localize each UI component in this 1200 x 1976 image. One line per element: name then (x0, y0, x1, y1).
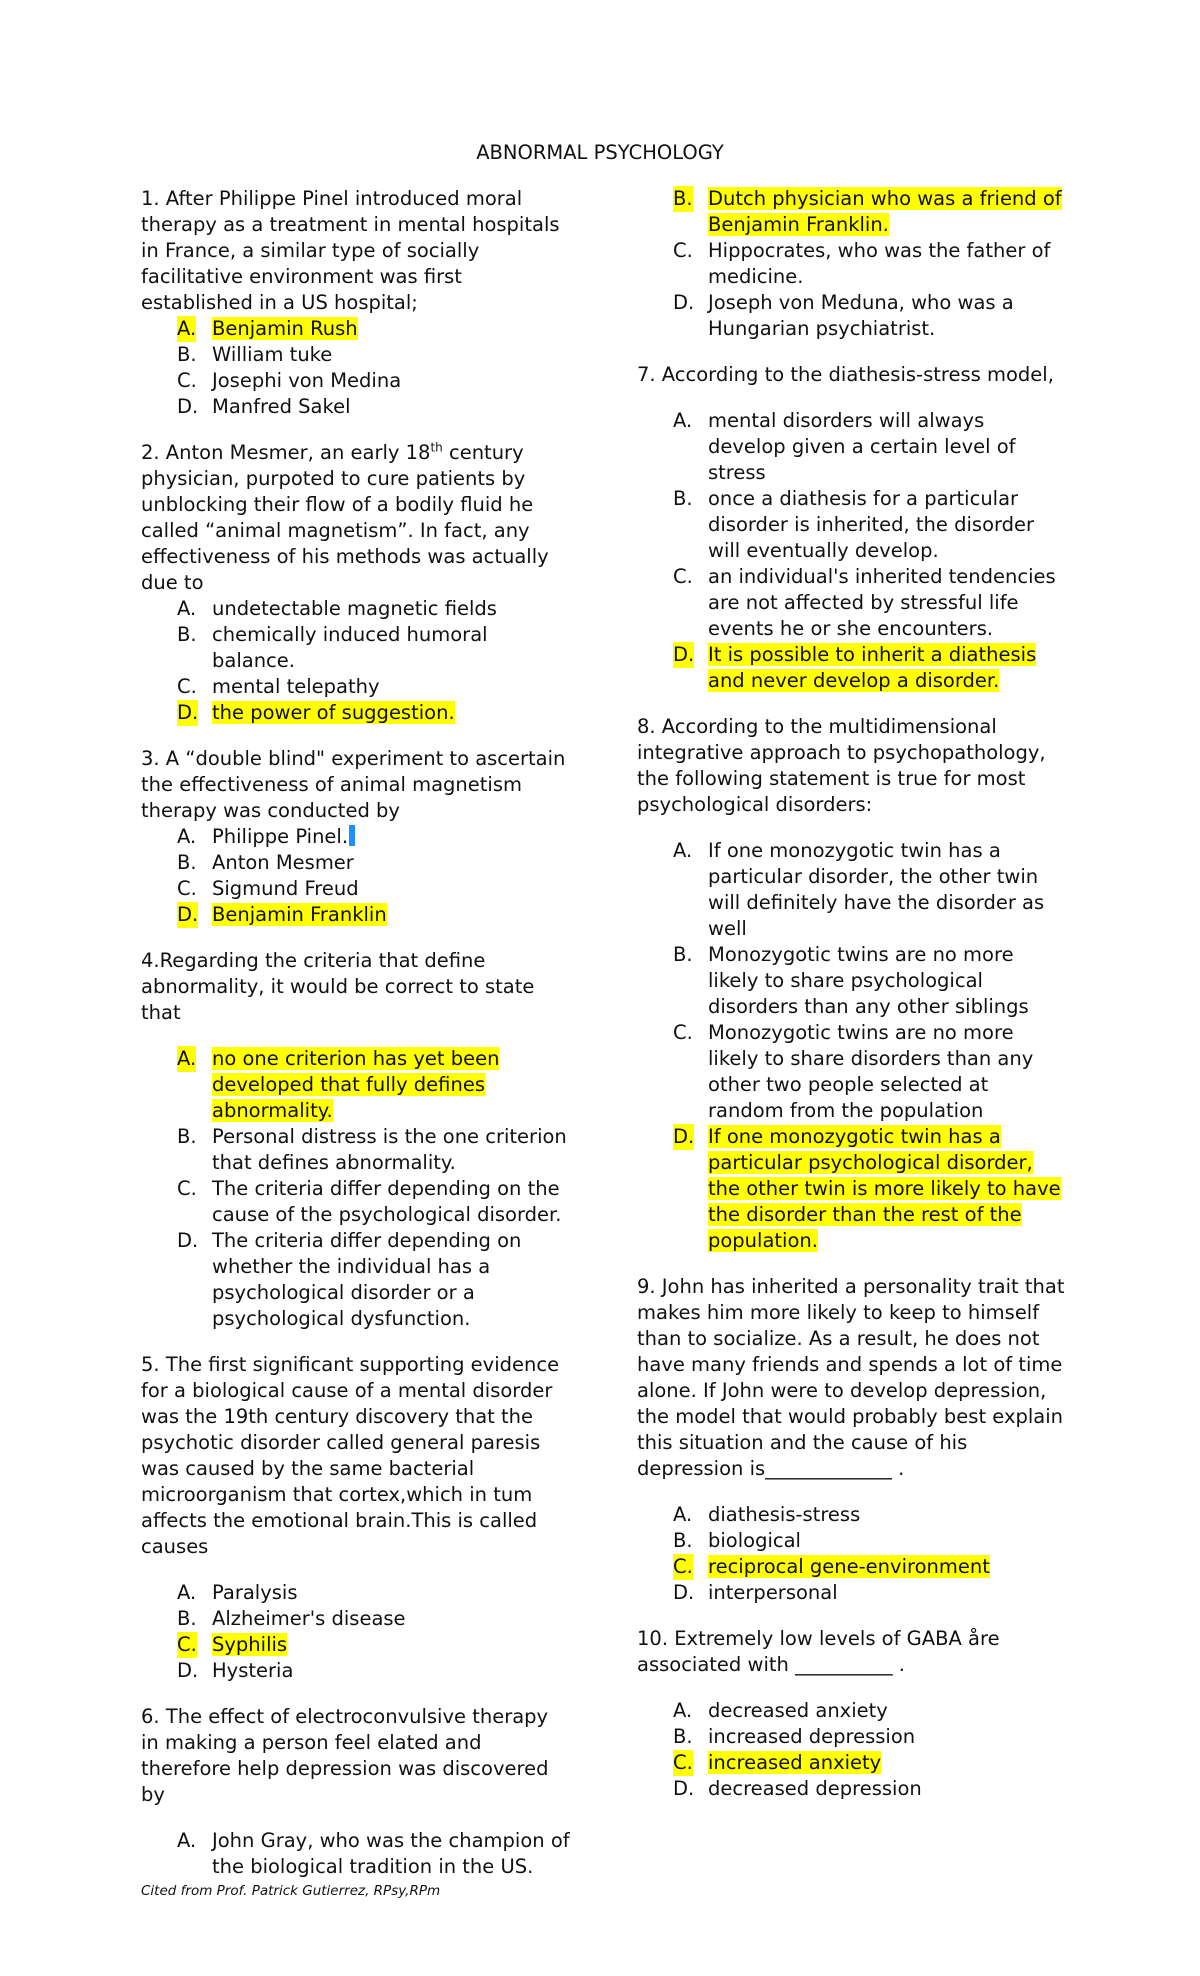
option-text: William tuke (212, 343, 333, 366)
question-stem: 3. A “double blind" experiment to ascertain the effectiveness of animal magnetism therapy was conducted by (141, 747, 566, 822)
option-text: Hippocrates, who was the father of medicine. (708, 239, 1051, 288)
option-text: interpersonal (708, 1581, 838, 1604)
question-3 (141, 746, 571, 928)
option-text: Joseph von Meduna, who was a Hungarian psychiatrist. (708, 291, 1014, 340)
option-c (637, 1020, 1067, 1124)
option-a (141, 824, 571, 850)
option-text: Paralysis (212, 1581, 298, 1604)
option-text: Monozygotic twins are no more likely to share psychological disorders than any other siblings (708, 943, 1029, 1018)
option-b (141, 342, 571, 368)
option-text: Dutch physician who was a friend of Benjamin Franklin. (708, 187, 1062, 236)
option-d (141, 902, 571, 928)
option-letter: C. (673, 1021, 693, 1044)
option-text: Personal distress is the one criterion that defines abnormality. (212, 1125, 567, 1174)
option-letter: B. (673, 1529, 693, 1552)
option-text: diathesis-stress (708, 1503, 861, 1526)
question-5 (141, 1352, 571, 1684)
right-column (637, 186, 1067, 1822)
option-text: Benjamin Rush (212, 317, 358, 340)
option-letter: A. (673, 409, 693, 432)
option-letter: D. (673, 291, 695, 314)
answer-options (141, 1046, 571, 1332)
option-letter: A. (177, 597, 197, 620)
option-letter: A. (177, 825, 197, 848)
option-d (141, 1228, 571, 1332)
option-c (637, 1750, 1067, 1776)
question-stem: 1. After Philippe Pinel introduced moral therapy as a treatment in mental hospitals in France, a similar type of socially facilitative environment was first established in a US hospital; (141, 187, 560, 314)
option-a (637, 1502, 1067, 1528)
option-letter: D. (177, 1659, 199, 1682)
option-text: John Gray, who was the champion of the biological tradition in the US. (212, 1829, 570, 1878)
option-d (141, 1658, 571, 1684)
option-letter: C. (177, 675, 197, 698)
question-6 (141, 1704, 571, 1880)
question-1 (141, 186, 571, 420)
option-letter: A. (177, 1581, 197, 1604)
question-stem: 7. According to the diathesis-stress model, (637, 363, 1054, 386)
option-a (141, 1580, 571, 1606)
option-letter: D. (177, 903, 199, 926)
option-letter: D. (177, 1229, 199, 1252)
option-text: increased anxiety (708, 1751, 882, 1774)
question-stem: 10. Extremely low levels of GABA åre associated with __________ . (637, 1627, 1000, 1676)
option-a (141, 1828, 571, 1880)
option-letter: B. (177, 1125, 197, 1148)
option-letter: D. (673, 1581, 695, 1604)
option-letter: B. (177, 343, 197, 366)
option-letter: B. (673, 943, 693, 966)
option-letter: A. (673, 839, 693, 862)
question-stem: 2. Anton Mesmer, an early 18th century physician, purpoted to cure patients by unblocking their flow of a bodily fluid he called “animal magnetism”. In fact, any effectiveness of his methods was actually due to (141, 440, 549, 594)
option-c (141, 876, 571, 902)
option-letter: C. (673, 1555, 693, 1578)
option-text: decreased anxiety (708, 1699, 888, 1722)
option-b (637, 486, 1067, 564)
question-6-continued (637, 186, 1067, 342)
option-b (637, 1528, 1067, 1554)
option-c (141, 1632, 571, 1658)
option-text: It is possible to inherit a diathesis and never develop a disorder. (708, 643, 1037, 692)
option-text: Josephi von Medina (212, 369, 402, 392)
option-letter: C. (177, 1177, 197, 1200)
answer-options (637, 186, 1067, 342)
option-text: If one monozygotic twin has a particular psychological disorder, the other twin is more likely to have the disorder than the rest of the population. (708, 1125, 1061, 1252)
option-b (637, 186, 1067, 238)
option-a (637, 838, 1067, 942)
option-c (637, 1554, 1067, 1580)
answer-options (141, 316, 571, 420)
option-letter: B. (177, 851, 197, 874)
option-a (637, 408, 1067, 486)
option-b (141, 850, 571, 876)
option-c (637, 564, 1067, 642)
option-text: no one criterion has yet been developed that fully defines abnormality. (212, 1047, 500, 1122)
option-b (141, 1124, 571, 1176)
option-text: Philippe Pinel. (212, 825, 349, 848)
option-text: once a diathesis for a particular disorder is inherited, the disorder will eventually develop. (708, 487, 1035, 562)
answer-options (637, 408, 1067, 694)
question-8 (637, 714, 1067, 1254)
option-a (141, 316, 571, 342)
option-text: decreased depression (708, 1777, 922, 1800)
option-d (141, 394, 571, 420)
option-letter: B. (673, 487, 693, 510)
option-letter: A. (673, 1699, 693, 1722)
question-2 (141, 440, 571, 726)
option-text: mental disorders will always develop given a certain level of stress (708, 409, 1016, 484)
answer-options (637, 1502, 1067, 1606)
option-text: mental telepathy (212, 675, 380, 698)
option-text: the power of suggestion. (212, 701, 455, 724)
answer-options (141, 1828, 571, 1880)
option-text: The criteria differ depending on the cause of the psychological disorder. (212, 1177, 562, 1226)
option-letter: C. (177, 369, 197, 392)
option-text: biological (708, 1529, 801, 1552)
option-letter: A. (177, 317, 197, 340)
option-d (637, 1124, 1067, 1254)
option-letter: D. (673, 1125, 695, 1148)
option-b (141, 1606, 571, 1632)
option-b (141, 622, 571, 674)
option-letter: B. (177, 1607, 197, 1630)
option-letter: B. (177, 623, 197, 646)
option-letter: C. (673, 565, 693, 588)
option-letter: D. (673, 643, 695, 666)
question-10 (637, 1626, 1067, 1802)
option-c (141, 368, 571, 394)
option-d (637, 1776, 1067, 1802)
answer-options (141, 824, 571, 928)
option-letter: C. (673, 1751, 693, 1774)
option-d (637, 642, 1067, 694)
question-4 (141, 948, 571, 1332)
option-c (141, 674, 571, 700)
option-b (637, 942, 1067, 1020)
option-letter: B. (673, 1725, 693, 1748)
option-c (141, 1176, 571, 1228)
option-letter: A. (673, 1503, 693, 1526)
option-text: increased depression (708, 1725, 916, 1748)
question-7 (637, 362, 1067, 694)
option-text: undetectable magnetic fields (212, 597, 497, 620)
option-text: If one monozygotic twin has a particular disorder, the other twin will definitely have the disorder as well (708, 839, 1045, 940)
answer-options (141, 1580, 571, 1684)
citation-footer: Cited from Prof. Patrick Gutierrez, RPsy,RPm (141, 1883, 441, 1899)
option-letter: A. (177, 1829, 197, 1852)
left-column (141, 186, 571, 1900)
question-stem: 9. John has inherited a personality trait that makes him more likely to keep to himself than to socialize. As a result, he does not have many friends and spends a lot of time alone. If John were to develop depression, the model that would probably best explain this situation and the cause of his depression is_____________ . (637, 1275, 1065, 1480)
text-cursor (349, 825, 355, 846)
option-text: an individual's inherited tendencies are not affected by stressful life events he or she encounters. (708, 565, 1056, 640)
option-letter: D. (177, 701, 199, 724)
option-text: Syphilis (212, 1633, 288, 1656)
option-letter: C. (673, 239, 693, 262)
option-c (637, 238, 1067, 290)
option-text: Alzheimer's disease (212, 1607, 406, 1630)
option-text: Sigmund Freud (212, 877, 359, 900)
question-9 (637, 1274, 1067, 1606)
option-a (141, 596, 571, 622)
option-letter: D. (177, 395, 199, 418)
option-text: chemically induced humoral balance. (212, 623, 488, 672)
question-stem: 4.Regarding the criteria that define abnormality, it would be correct to state that (141, 949, 535, 1024)
option-d (637, 290, 1067, 342)
option-b (637, 1724, 1067, 1750)
option-letter: D. (673, 1777, 695, 1800)
option-text: The criteria differ depending on whether the individual has a psychological disorder or a psychological dysfunction. (212, 1229, 522, 1330)
option-text: Anton Mesmer (212, 851, 354, 874)
answer-options (637, 838, 1067, 1254)
option-letter: C. (177, 1633, 197, 1656)
question-stem: 6. The effect of electroconvulsive therapy in making a person feel elated and therefore help depression was discovered by (141, 1705, 549, 1806)
answer-options (141, 596, 571, 726)
option-letter: B. (673, 187, 693, 210)
option-a (141, 1046, 571, 1124)
option-text: Benjamin Franklin (212, 903, 387, 926)
option-letter: A. (177, 1047, 197, 1070)
question-stem: 5. The first significant supporting evidence for a biological cause of a mental disorder was the 19th century discovery that the psychotic disorder called general paresis was caused by the same bacterial microorganism that cortex,which in tum affects the emotional brain.This is called causes (141, 1353, 560, 1558)
option-text: reciprocal gene-environment (708, 1555, 990, 1578)
option-d (637, 1580, 1067, 1606)
option-text: Monozygotic twins are no more likely to share disorders than any other two people selected at random from the population (708, 1021, 1034, 1122)
option-d (141, 700, 571, 726)
answer-options (637, 1698, 1067, 1802)
option-text: Hysteria (212, 1659, 294, 1682)
document-title: ABNORMAL PSYCHOLOGY (476, 141, 724, 164)
option-a (637, 1698, 1067, 1724)
question-stem: 8. According to the multidimensional integrative approach to psychopathology, the following statement is true for most psychological disorders: (637, 715, 1046, 816)
option-letter: C. (177, 877, 197, 900)
option-text: Manfred Sakel (212, 395, 351, 418)
